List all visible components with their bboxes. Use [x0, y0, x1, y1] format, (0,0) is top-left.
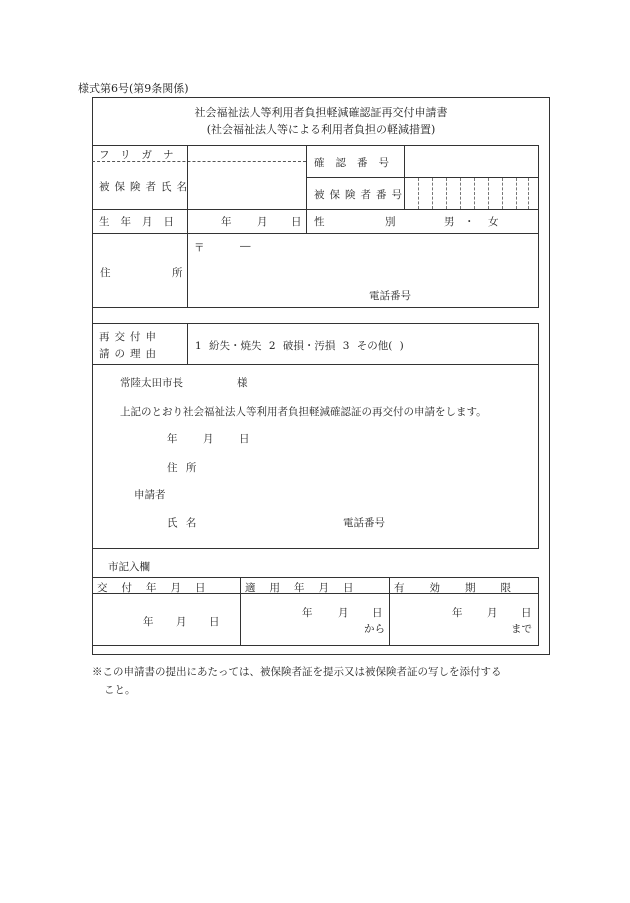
date-day-label: 日	[239, 433, 250, 445]
applicable-from: から	[364, 623, 385, 635]
valid-until-text: まで	[511, 623, 532, 635]
phone-label: 電話番号	[369, 290, 411, 302]
birthdate-label: 生年月日	[99, 216, 185, 228]
valid-year: 年	[452, 607, 463, 619]
issue-year: 年	[143, 616, 154, 628]
issue-month: 月	[176, 616, 187, 628]
sex-label-suffix: 別	[385, 216, 396, 228]
reason-label: 再交付申	[99, 331, 161, 343]
reason-options[interactable]: 1 紛失・焼失 2 破損・汚損 3 その他( )	[195, 340, 404, 352]
applicable-year: 年	[302, 607, 313, 619]
form-title: 社会福祉法人等利用者負担軽減確認証再交付申請書	[194, 106, 448, 119]
issue-date-header: 交付年月日	[97, 582, 220, 594]
female-option[interactable]: 女	[488, 216, 499, 228]
applicable-day: 日	[372, 607, 383, 619]
birth-month-label: 月	[257, 216, 268, 228]
date-year-label: 年	[167, 433, 178, 445]
birth-day-label: 日	[291, 216, 302, 228]
furigana-label: フリガナ	[99, 149, 185, 161]
confirm-no-label: 確認番号	[314, 157, 400, 169]
form-number: 様式第6号(第9条関係)	[78, 82, 189, 95]
applicant-phone-label: 電話番号	[343, 517, 385, 529]
applicant-label: 申請者	[134, 489, 166, 501]
sex-label: 性	[314, 216, 325, 228]
applicant-name-label: 氏 名	[167, 517, 197, 529]
city-use-title: 市記入欄	[108, 561, 150, 573]
address-label: 住	[100, 267, 111, 279]
male-option[interactable]: 男	[444, 216, 455, 228]
address-label-suffix: 所	[172, 267, 183, 279]
applicant-address-label: 住 所	[167, 462, 197, 474]
reason-label-2: 請の理由	[99, 348, 161, 360]
sex-separator: ・	[464, 216, 475, 228]
addressee: 常陸太田市長	[120, 377, 183, 389]
applicable-month: 月	[338, 607, 349, 619]
honorific: 様	[237, 377, 248, 389]
insured-no-label: 被保険者番号	[314, 189, 407, 201]
postal-mark: 〒	[194, 242, 205, 254]
footnote-cont: こと。	[104, 684, 136, 696]
statement: 上記のとおり社会福祉法人等利用者負担軽減確認証の再交付の申請をします。	[120, 406, 487, 418]
insured-name-label: 被保険者氏名	[99, 181, 192, 193]
valid-day: 日	[521, 607, 532, 619]
date-month-label: 月	[203, 433, 214, 445]
birth-year-label: 年	[221, 216, 232, 228]
valid-month: 月	[487, 607, 498, 619]
applicable-date-header: 適用年月日	[245, 582, 368, 594]
postal-dash: ―	[240, 240, 251, 252]
issue-day: 日	[209, 616, 220, 628]
form-subtitle: (社会福祉法人等による利用者負担の軽減措置)	[206, 123, 436, 136]
footnote: ※この申請書の提出にあたっては、被保険者証を提示又は被保険者証の写しを添付する	[92, 666, 502, 678]
valid-until-header: 有効期限	[394, 582, 536, 594]
